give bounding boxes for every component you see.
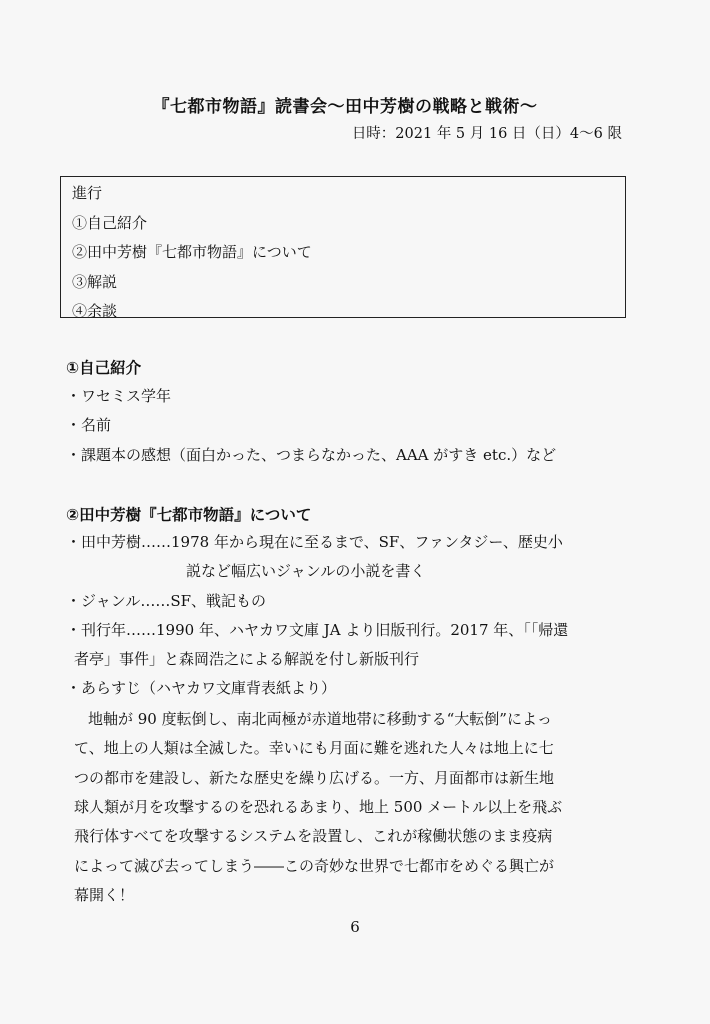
- synopsis-line: 幕開く！: [74, 886, 135, 904]
- publication-info-line-1: ・刊行年……1990 年、ハヤカワ文庫 JA より旧版刊行。2017 年、「「帰還: [66, 621, 569, 639]
- author-info-line-2: 説など幅広いジャンルの小説を書く: [186, 562, 426, 580]
- agenda-item: ④余談: [72, 302, 118, 320]
- agenda-item: ③解説: [72, 272, 118, 291]
- section-heading-self-introduction: ①自己紹介: [66, 359, 142, 377]
- agenda-box: [60, 176, 626, 318]
- agenda-heading: 進行: [72, 184, 103, 202]
- event-date: 日時：2021 年 5 月 16 日（日）4～6 限: [351, 126, 622, 142]
- document-title: 『七都市物語』読書会～田中芳樹の戦略と戦術～: [152, 97, 538, 117]
- page-number: 6: [350, 918, 360, 936]
- synopsis-line: つの都市を建設し、新たな歴史を繰り広げる。一方、月面都市は新生地: [74, 769, 555, 787]
- synopsis-line: て、地上の人類は全滅した。幸いにも月面に難を逃れた人々は地上に七: [74, 739, 554, 757]
- bullet-item: ・課題本の感想（面白かった、つまらなかった、AAA がすき etc.）など: [66, 446, 557, 464]
- bullet-item: ・名前: [66, 416, 112, 434]
- bullet-item: ・ワセミス学年: [66, 387, 172, 405]
- synopsis-line: によって滅び去ってしまう――この奇妙な世界で七都市をめぐる興亡が: [74, 857, 555, 875]
- synopsis-line: 球人類が月を攻撃するのを恐れるあまり、地上 500 メートル以上を飛ぶ: [74, 798, 563, 816]
- agenda-item: ②田中芳樹『七都市物語』について: [72, 243, 312, 261]
- publication-info-line-2: 者亭」事件」と森岡浩之による解説を付し新版刊行: [74, 650, 420, 668]
- genre-info: ・ジャンル……SF、戦記もの: [66, 592, 267, 610]
- synopsis-line: 飛行体すべてを攻撃するシステムを設置し、これが稼働状態のまま疫病: [74, 827, 553, 845]
- synopsis-line: 地軸が 90 度転倒し、南北両極が赤道地帯に移動する“大転倒”によっ: [88, 710, 552, 728]
- agenda-item: ①自己紹介: [72, 213, 148, 232]
- author-info-line-1: ・田中芳樹……1978 年から現在に至るまで、SF、ファンタジー、歴史小: [66, 533, 563, 551]
- synopsis-heading: ・あらすじ（ハヤカワ文庫背表紙より）: [66, 679, 337, 697]
- section-heading-about-book: ②田中芳樹『七都市物語』について: [66, 506, 312, 524]
